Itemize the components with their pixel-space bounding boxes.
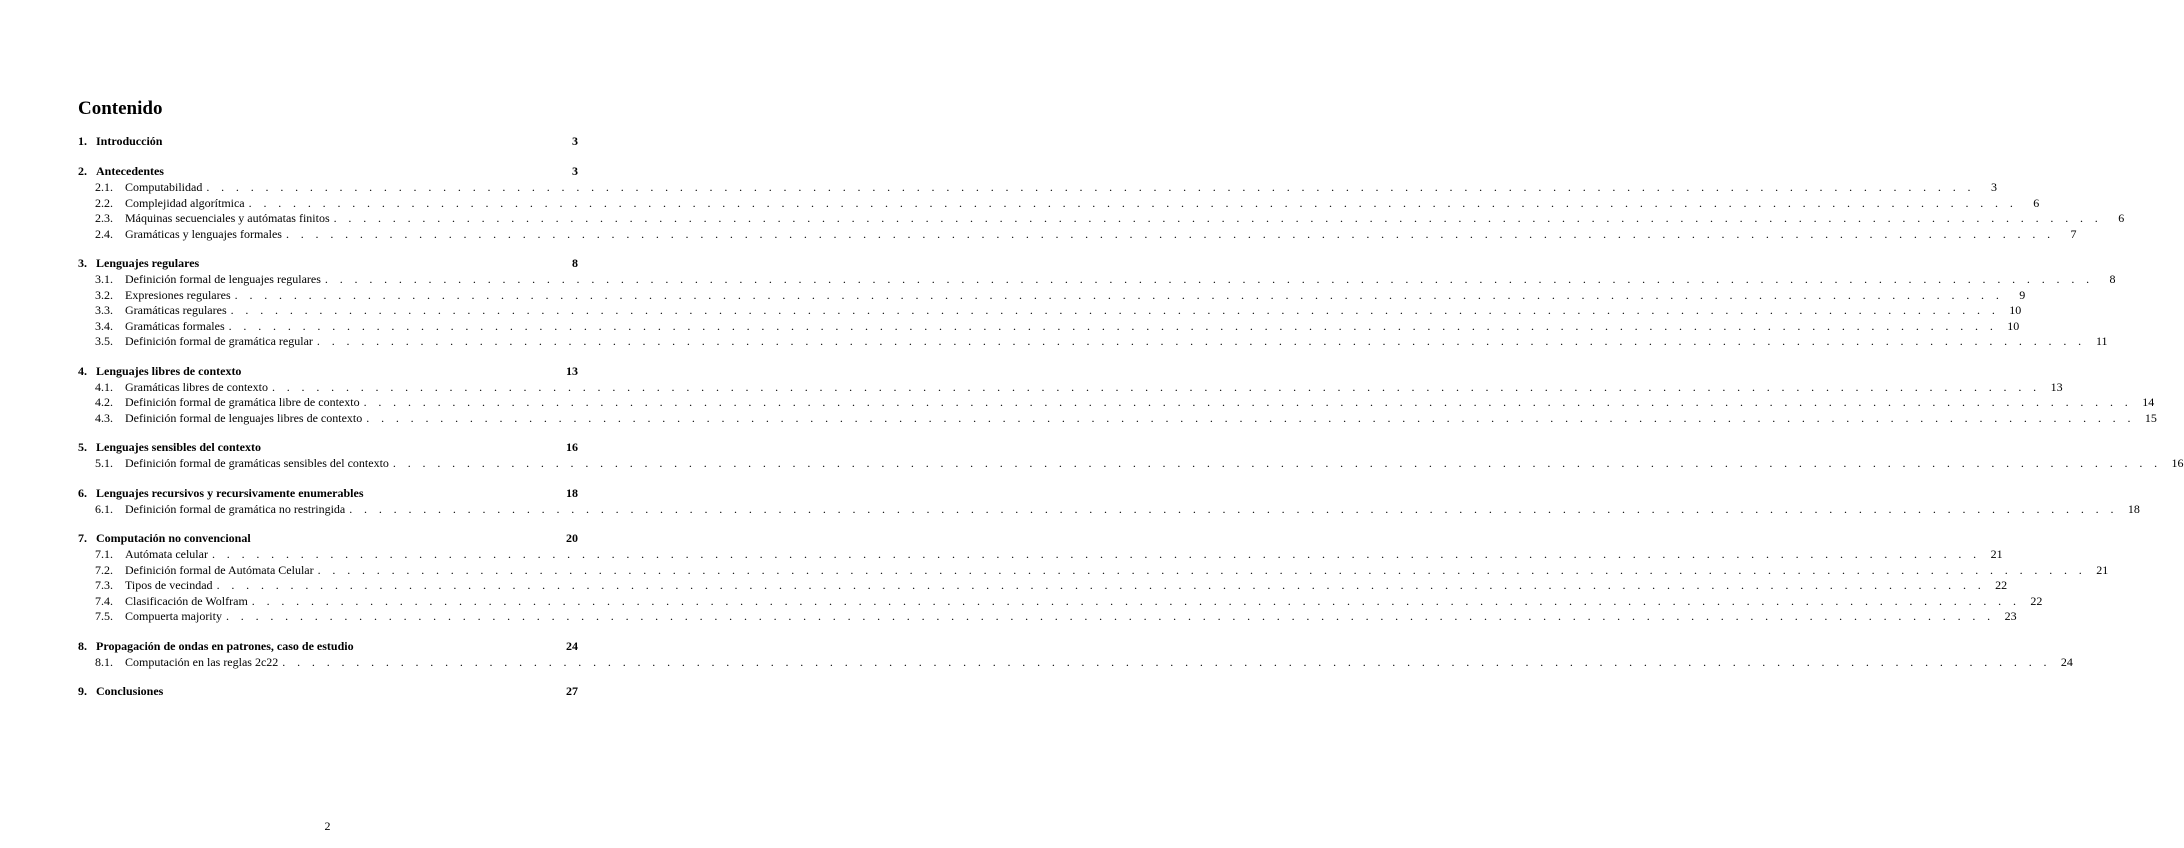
subsection-page: 21 — [1990, 547, 2003, 561]
dot-leader: . . . . . . . . . . . . . . . . . . . . . . . . . . . . . . . . . . . . . . . . . . . . . . . . . . . . . . . . . . . . . . . . . . . . . . . . . . . . . . . . . . . . . . . . . . . . . . . . . . . . . . . . . . . . . . . . . . . . . . . . — [230, 303, 2000, 317]
dot-leader: . . . . . . . . . . . . . . . . . . . . . . . . . . . . . . . . . . . . . . . . . . . . . . . . . . . . . . . . . . . . . . . . . . . . . . . . . . . . . . . . . . . . . . . . . . . . . . . . . . . . . . . . . . . . . . . . . . . . . . . . — [333, 211, 2103, 225]
subsection-number: 5.1. — [95, 456, 113, 470]
subsection-page: 15 — [2144, 410, 2157, 425]
toc-subsection[interactable] — [78, 211, 2125, 227]
subsection-number: 3.3. — [95, 303, 113, 317]
subsection-page: 6 — [2033, 195, 2040, 210]
dot-leader: . . . . . . . . . . . . . . . . . . . . . . . . . . . . . . . . . . . . . . . . . . . . . . . . . . . . . . . . . . . . . . . . . . . . . . . . . . . . . . . . . . . . . . . . . . . . . . . . . . . . . . . . . . . . . . . . . . . . . . . . — [317, 562, 2087, 577]
section-number: 7. — [78, 531, 87, 545]
subsection-page: 3 — [1990, 180, 1997, 194]
subsection-number: 2.3. — [95, 211, 113, 225]
section-title: Lenguajes regulares — [96, 256, 200, 270]
dot-leader: . . . . . . . . . . . . . . . . . . . . . . . . . . . . . . . . . . . . . . . . . . . . . . . . . . . . . . . . . . . . . . . . . . . . . . . . . . . . . . . . . . . . . . . . . . . . . . . . . . . . . . . . . . . . . . . . . . . . . . . . — [363, 395, 2133, 409]
toc-subsection[interactable] — [78, 547, 2003, 563]
subsection-number: 3.1. — [95, 272, 113, 286]
dot-leader: . . . . . . . . . . . . . . . . . . . . . . . . . . . . . . . . . . . . . . . . . . . . . . . . . . . . . . . . . . . . . . . . . . . . . . . . . . . . . . . . . . . . . . . . . . . . . . . . . . . . . . . . . . . . . . . . . . . . . . . . — [251, 593, 2021, 608]
subsection-number: 2.2. — [95, 195, 113, 210]
toc-section — [78, 133, 578, 150]
toc-section — [78, 683, 578, 700]
subsection-title: Gramáticas y lenguajes formales — [125, 226, 282, 241]
toc-section-heading[interactable] — [78, 363, 578, 380]
dot-leader: . . . . . . . . . . . . . . . . . . . . . . . . . . . . . . . . . . . . . . . . . . . . . . . . . . . . . . . . . . . . . . . . . . . . . . . . . . . . . . . . . . . . . . . . . . . . . . . . . . . . . . . . . . . . . . . . . . . . . . . . — [234, 287, 2004, 302]
subsection-number: 7.3. — [95, 578, 113, 592]
dot-leader: . . . . . . . . . . . . . . . . . . . . . . . . . . . . . . . . . . . . . . . . . . . . . . . . . . . . . . . . . . . . . . . . . . . . . . . . . . . . . . . . . . . . . . . . . . . . . . . . . . . . . . . . . . . . . . . . . . . . . . . . — [285, 226, 2055, 241]
subsection-page: 22 — [1995, 578, 2008, 592]
toc-section — [78, 485, 2140, 518]
subsection-title: Compuerta majority — [125, 609, 222, 623]
dot-leader: . . . . . . . . . . . . . . . . . . . . . . . . . . . . . . . . . . . . . . . . . . . . . . . . . . . . . . . . . . . . . . . . . . . . . . . . . . . . . . . . . . . . . . . . . . . . . . . . . . . . . . . . . . . . . . . . . . . . . . . . — [225, 609, 1995, 623]
subsection-page: 9 — [2019, 287, 2026, 302]
section-page: 27 — [566, 684, 578, 698]
section-page: 3 — [572, 134, 578, 148]
subsection-number: 4.2. — [95, 395, 113, 409]
subsection-number: 7.2. — [95, 562, 113, 577]
toc-section-heading[interactable] — [78, 163, 578, 180]
dot-leader: . . . . . . . . . . . . . . . . . . . . . . . . . . . . . . . . . . . . . . . . . . . . . . . . . . . . . . . . . . . . . . . . . . . . . . . . . . . . . . . . . . . . . . . . . . . . . . . . . . . . . . . . . . . . . . . . . . . . . . . . — [216, 578, 1986, 592]
subsection-page: 6 — [2118, 211, 2125, 225]
toc-section — [78, 255, 2116, 350]
subsection-title: Expresiones regulares — [125, 287, 231, 302]
toc-subsection[interactable] — [78, 410, 2157, 427]
toc-section-heading[interactable] — [78, 133, 578, 150]
toc-subsection[interactable] — [78, 318, 2020, 335]
toc-subsection[interactable] — [78, 456, 2184, 472]
toc-subsection[interactable] — [78, 180, 1997, 196]
section-title: Conclusiones — [96, 684, 164, 698]
section-number: 8. — [78, 638, 87, 653]
subsection-number: 3.4. — [95, 318, 113, 333]
subsection-title: Autómata celular — [125, 547, 208, 561]
toc-section-heading[interactable] — [78, 439, 578, 456]
subsection-title: Clasificación de Wolfram — [125, 593, 248, 608]
subsection-page: 21 — [2096, 562, 2109, 577]
dot-leader: . . . . . . . . . . . . . . . . . . . . . . . . . . . . . . . . . . . . . . . . . . . . . . . . . . . . . . . . . . . . . . . . . . . . . . . . . . . . . . . . . . . . . . . . . . . . . . . . . . . . . . . . . . . . . . . . . . . . . . . . — [282, 654, 2051, 669]
subsection-page: 16 — [2171, 456, 2184, 470]
toc-section-heading[interactable] — [78, 683, 578, 700]
subsection-title: Computabilidad — [125, 180, 203, 194]
toc-subsection[interactable] — [78, 303, 2022, 319]
dot-leader: . . . . . . . . . . . . . . . . . . . . . . . . . . . . . . . . . . . . . . . . . . . . . . . . . . . . . . . . . . . . . . . . . . . . . . . . . . . . . . . . . . . . . . . . . . . . . . . . . . . . . . . . . . . . . . . . . . . . . . . . — [271, 379, 2041, 394]
dot-leader: . . . . . . . . . . . . . . . . . . . . . . . . . . . . . . . . . . . . . . . . . . . . . . . . . . . . . . . . . . . . . . . . . . . . . . . . . . . . . . . . . . . . . . . . . . . . . . . . . . . . . . . . . . . . . . . . . . . . . . . . — [392, 456, 2162, 470]
subsection-page: 7 — [2070, 226, 2077, 241]
subsection-title: Definición formal de lenguajes regulares — [125, 272, 321, 286]
toc-subsection[interactable] — [78, 593, 2043, 610]
subsection-title: Definición formal de gramáticas sensibles del contexto — [125, 456, 389, 470]
subsection-number: 2.4. — [95, 226, 113, 241]
dot-leader: . . . . . . . . . . . . . . . . . . . . . . . . . . . . . . . . . . . . . . . . . . . . . . . . . . . . . . . . . . . . . . . . . . . . . . . . . . . . . . . . . . . . . . . . . . . . . . . . . . . . . . . . . . . . . . . . . . . . . . . . — [248, 195, 2018, 210]
toc-section-heading[interactable] — [78, 530, 578, 547]
toc-subsection[interactable] — [78, 334, 2108, 350]
subsection-title: Definición formal de Autómata Celular — [125, 562, 314, 577]
toc-subsection[interactable] — [78, 562, 2109, 579]
section-title: Introducción — [96, 134, 163, 148]
section-page: 13 — [566, 363, 578, 378]
page-number: 2 — [324, 819, 331, 833]
subsection-title: Complejidad algorítmica — [125, 195, 245, 210]
subsection-number: 7.5. — [95, 609, 113, 623]
section-number: 1. — [78, 134, 87, 148]
subsection-title: Definición formal de lenguajes libres de contexto — [125, 410, 363, 425]
subsection-page: 11 — [2095, 334, 2108, 348]
toc-section — [78, 439, 2184, 472]
subsection-page: 18 — [2127, 501, 2140, 516]
section-title: Lenguajes libres de contexto — [96, 363, 242, 378]
subsection-title: Máquinas secuenciales y autómatas finitos — [125, 211, 330, 225]
dot-leader: . . . . . . . . . . . . . . . . . . . . . . . . . . . . . . . . . . . . . . . . . . . . . . . . . . . . . . . . . . . . . . . . . . . . . . . . . . . . . . . . . . . . . . . . . . . . . . . . . . . . . . . . . . . . . . . . . . . . . . . . — [324, 272, 2094, 286]
section-number: 9. — [78, 684, 87, 698]
toc-subsection[interactable] — [78, 287, 2026, 304]
subsection-page: 10 — [2009, 303, 2022, 317]
subsection-number: 3.5. — [95, 334, 113, 348]
section-title: Lenguajes recursivos y recursivamente enumerables — [96, 485, 364, 500]
toc-subsection[interactable] — [78, 609, 2017, 625]
toc-section — [78, 530, 2109, 625]
section-title: Computación no convencional — [96, 531, 251, 545]
subsection-title: Definición formal de gramática no restringida — [125, 501, 346, 516]
subsection-page: 8 — [2109, 272, 2116, 286]
toc-section-heading[interactable] — [78, 255, 578, 272]
section-number: 5. — [78, 440, 87, 454]
toc-title: Contenido — [78, 98, 163, 119]
dot-leader: . . . . . . . . . . . . . . . . . . . . . . . . . . . . . . . . . . . . . . . . . . . . . . . . . . . . . . . . . . . . . . . . . . . . . . . . . . . . . . . . . . . . . . . . . . . . . . . . . . . . . . . . . . . . . . . . . . . . . . . . — [349, 501, 2118, 516]
subsection-title: Computación en las reglas 2c22 — [125, 654, 279, 669]
dot-leader: . . . . . . . . . . . . . . . . . . . . . . . . . . . . . . . . . . . . . . . . . . . . . . . . . . . . . . . . . . . . . . . . . . . . . . . . . . . . . . . . . . . . . . . . . . . . . . . . . . . . . . . . . . . . . . . . . . . . . . . . — [366, 410, 2135, 425]
subsection-number: 2.1. — [95, 180, 113, 194]
toc-section — [78, 638, 2073, 671]
section-number: 4. — [78, 363, 87, 378]
toc-section — [78, 363, 2157, 427]
dot-leader: . . . . . . . . . . . . . . . . . . . . . . . . . . . . . . . . . . . . . . . . . . . . . . . . . . . . . . . . . . . . . . . . . . . . . . . . . . . . . . . . . . . . . . . . . . . . . . . . . . . . . . . . . . . . . . . . . . . . . . . . — [211, 547, 1981, 561]
subsection-page: 24 — [2060, 654, 2073, 669]
toc-section-heading[interactable] — [78, 485, 578, 502]
section-title: Antecedentes — [96, 164, 164, 178]
table-of-contents — [78, 133, 2184, 713]
dot-leader: . . . . . . . . . . . . . . . . . . . . . . . . . . . . . . . . . . . . . . . . . . . . . . . . . . . . . . . . . . . . . . . . . . . . . . . . . . . . . . . . . . . . . . . . . . . . . . . . . . . . . . . . . . . . . . . . . . . . . . . . — [316, 334, 2086, 348]
subsection-number: 4.1. — [95, 379, 113, 394]
subsection-number: 7.1. — [95, 547, 113, 561]
subsection-number: 6.1. — [95, 501, 113, 516]
subsection-number: 4.3. — [95, 410, 113, 425]
toc-subsection[interactable] — [78, 226, 2077, 243]
section-number: 3. — [78, 256, 87, 270]
section-page: 20 — [566, 531, 578, 545]
subsection-title: Gramáticas formales — [125, 318, 225, 333]
dot-leader: . . . . . . . . . . . . . . . . . . . . . . . . . . . . . . . . . . . . . . . . . . . . . . . . . . . . . . . . . . . . . . . . . . . . . . . . . . . . . . . . . . . . . . . . . . . . . . . . . . . . . . . . . . . . . . . . . . . . . . . . — [206, 180, 1975, 194]
section-title: Propagación de ondas en patrones, caso de estudio — [96, 638, 354, 653]
subsection-title: Tipos de vecindad — [125, 578, 213, 592]
subsection-title: Definición formal de gramática libre de contexto — [125, 395, 360, 409]
section-number: 6. — [78, 485, 87, 500]
subsection-number: 7.4. — [95, 593, 113, 608]
toc-subsection[interactable] — [78, 501, 2140, 518]
section-page: 8 — [572, 256, 578, 270]
subsection-page: 23 — [2004, 609, 2017, 623]
subsection-number: 8.1. — [95, 654, 113, 669]
toc-subsection[interactable] — [78, 272, 2116, 288]
subsection-title: Gramáticas libres de contexto — [125, 379, 268, 394]
subsection-title: Gramáticas regulares — [125, 303, 227, 317]
toc-subsection[interactable] — [78, 654, 2073, 671]
section-title: Lenguajes sensibles del contexto — [96, 440, 261, 454]
section-page: 3 — [572, 164, 578, 178]
toc-section-heading[interactable] — [78, 638, 578, 655]
section-page: 24 — [566, 638, 578, 653]
toc-subsection[interactable] — [78, 379, 2063, 396]
subsection-page: 22 — [2030, 593, 2043, 608]
subsection-title: Definición formal de gramática regular — [125, 334, 313, 348]
subsection-page: 13 — [2050, 379, 2063, 394]
dot-leader: . . . . . . . . . . . . . . . . . . . . . . . . . . . . . . . . . . . . . . . . . . . . . . . . . . . . . . . . . . . . . . . . . . . . . . . . . . . . . . . . . . . . . . . . . . . . . . . . . . . . . . . . . . . . . . . . . . . . . . . . — [228, 318, 1998, 333]
subsection-page: 14 — [2142, 395, 2155, 409]
section-page: 18 — [566, 485, 578, 500]
toc-subsection[interactable] — [78, 578, 2008, 594]
subsection-page: 10 — [2007, 318, 2020, 333]
subsection-number: 3.2. — [95, 287, 113, 302]
toc-subsection[interactable] — [78, 195, 2040, 212]
section-number: 2. — [78, 164, 87, 178]
section-page: 16 — [566, 440, 578, 454]
toc-subsection[interactable] — [78, 395, 2155, 411]
toc-section — [78, 163, 2125, 242]
